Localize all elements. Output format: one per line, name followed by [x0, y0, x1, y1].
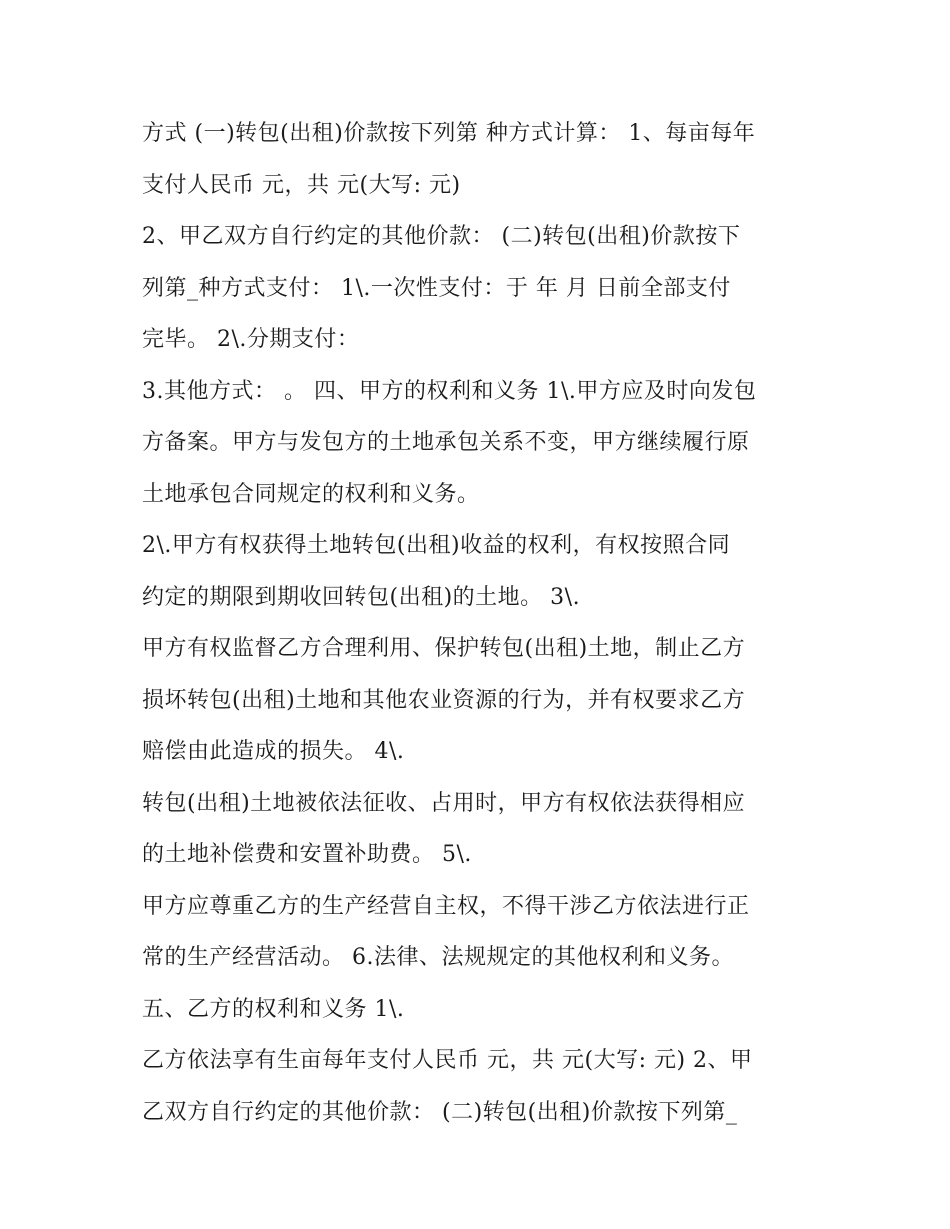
text-line: 支付人民币 元，共 元(大写: 元) [142, 172, 461, 198]
text-line: 甲方有权监督乙方合理利用、保护转包(出租)土地，制止乙方 [142, 636, 746, 661]
text-line: 2、甲乙双方自行约定的其他价款： (二)转包(出租)价款按下 [142, 224, 741, 249]
text-line: 方式 (一)转包(出租)价款按下列第 种方式计算： 1、每亩每年 [142, 121, 756, 146]
text-line: 完毕。 2\.分期支付： [142, 327, 360, 352]
text-line: 土地承包合同规定的权利和义务。 [142, 481, 480, 507]
text-line: 约定的期限到期收回转包(出租)的土地。 3\. [142, 584, 581, 610]
text-line: 常的生产经营活动。 6.法律、法规规定的其他权利和义务。 [142, 945, 734, 970]
text-line: 的土地补偿费和安置补助费。 5\. [142, 842, 472, 867]
text-line: 3.其他方式： 。 四、甲方的权利和义务 1\.甲方应及时向发包 [142, 378, 757, 404]
text-line: 转包(出租)土地被依法征收、占用时，甲方有权依法获得相应 [142, 790, 746, 816]
text-line: 甲方应尊重乙方的生产经营自主权，不得干涉乙方依法进行正 [142, 893, 750, 919]
text-line: 方备案。甲方与发包方的土地承包关系不变，甲方继续履行原 [142, 430, 750, 455]
contract-text-body [142, 108, 822, 1138]
text-line: 五、乙方的权利和义务 1\. [142, 996, 405, 1022]
text-line: 列第_种方式支付： 1\.一次性支付：于 年 月 日前全部支付 [142, 275, 731, 301]
text-line: 赔偿由此造成的损失。 4\. [142, 739, 405, 764]
text-line: 乙双方自行约定的其他价款： (二)转包(出租)价款按下列第_ [142, 1099, 738, 1125]
text-line: 2\.甲方有权获得土地转包(出租)收益的权利，有权按照合同 [142, 533, 731, 558]
text-line: 损坏转包(出租)土地和其他农业资源的行为，并有权要求乙方 [142, 687, 746, 713]
text-line: 乙方依法享有生亩每年支付人民币 元，共 元(大写: 元) 2、甲 [142, 1048, 753, 1073]
